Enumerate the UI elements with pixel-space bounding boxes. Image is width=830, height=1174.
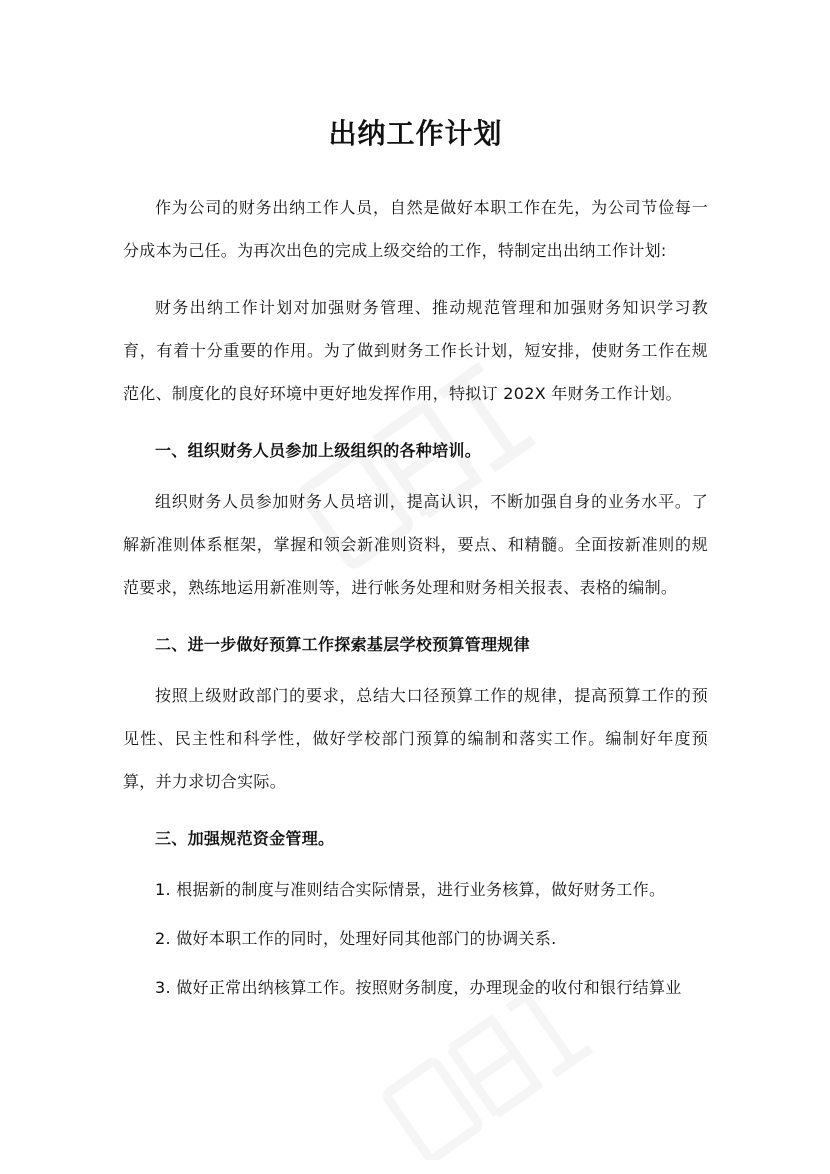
intro-paragraph-1: 作为公司的财务出纳工作人员，自然是做好本职工作在先，为公司节俭每一分成本为己任。为再次出色的完成上级交给的工作，特制定出出纳工作计划:	[123, 198, 708, 260]
section-2-body: 按照上级财政部门的要求，总结大口径预算工作的规律，提高预算工作的预见性、民主性和科学性，做好学校部门预算的编制和落实工作。编制好年度预算，并力求切合实际。	[123, 686, 708, 791]
intro-paragraph-2: 财务出纳工作计划对加强财务管理、推动规范管理和加强财务知识学习教育，有着十分重要的作用。为了做到财务工作长计划，短安排，使财务工作在规范化、制度化的良好环境中更好地发挥作用，特拟订 202X 年财务工作计划。	[123, 298, 708, 403]
section-3-item-1: 1. 根据新的制度与准则结合实际情景，进行业务核算，做好财务工作。	[155, 880, 666, 899]
section-3-heading: 三、加强规范资金管理。	[155, 829, 335, 848]
section-2-heading: 二、进一步做好预算工作探索基层学校预算管理规律	[155, 635, 530, 654]
section-1-heading: 一、组织财务人员参加上级组织的各种培训。	[155, 441, 482, 460]
section-1-body: 组织财务人员参加财务人员培训，提高认识，不断加强自身的业务水平。了解新准则体系框架，掌握和领会新准则资料，要点、和精髓。全面按新准则的规范要求，熟练地运用新准则等，进行帐务处理和财务相关报表、表格的编制。	[123, 492, 708, 597]
section-3-item-2: 2. 做好本职工作的同时，处理好同其他部门的协调关系.	[155, 929, 557, 948]
document-content	[123, 112, 708, 1015]
section-3-item-3: 3. 做好正常出纳核算工作。按照财务制度，办理现金的收付和银行结算业	[155, 978, 682, 997]
document-title: 出纳工作计划	[328, 117, 503, 150]
